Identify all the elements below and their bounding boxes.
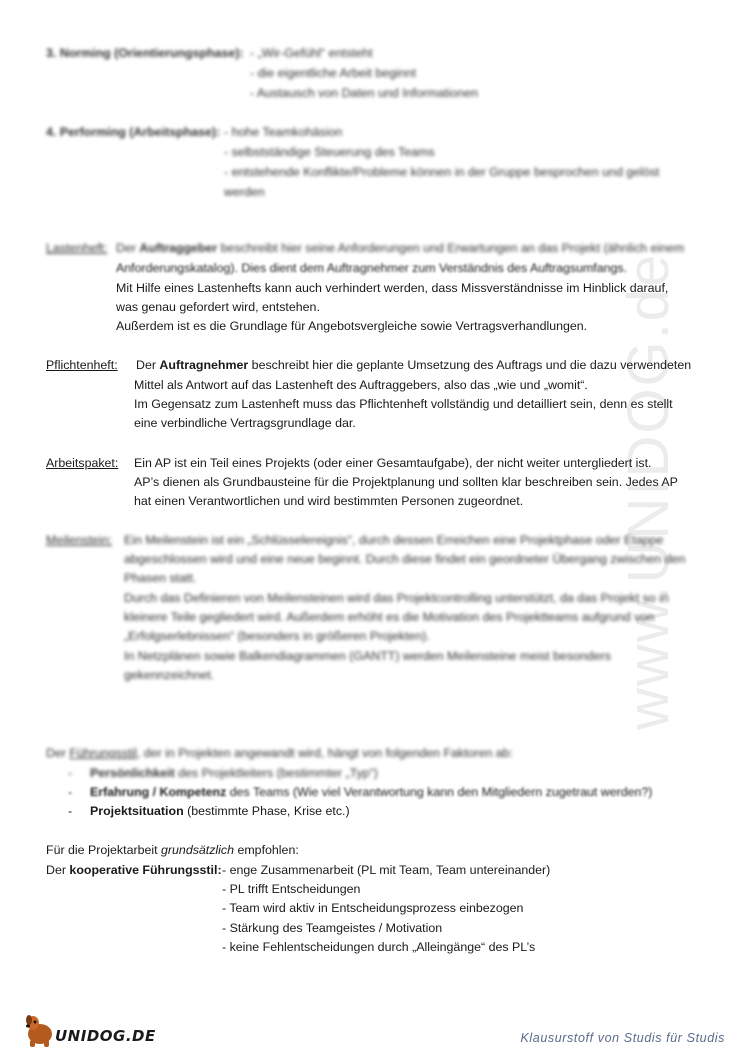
norming-item: - „Wir-Gefühl“ entsteht	[250, 46, 373, 60]
performing-item: - selbstständige Steuerung des Teams	[224, 145, 435, 159]
factor-item: Persönlichkeit des Projektleiters (bestimmter „Typ“)	[90, 766, 378, 780]
arbeitspaket-line: Ein AP ist ein Teil eines Projekts (oder einer Gesamtaufgabe), der nicht weiter untergliedert ist.	[134, 456, 652, 470]
arbeitspaket-term: Arbeitspaket:	[46, 456, 119, 470]
meilenstein-line: Durch das Definieren von Meilensteinen wird das Projektcontrolling unterstützt, da das Projekt so in	[124, 591, 669, 605]
factor-dash: -	[68, 804, 73, 818]
lastenheft-line: Außerdem ist es die Grundlage für Angebotsvergleiche sowie Vertragsverhandlungen.	[116, 319, 588, 333]
meilenstein-line: kleinere Teile gegliedert wird. Außerdem erhöht es die Motivation des Projektteams aufgrund von	[124, 610, 655, 624]
lastenheft-line: Der Auftraggeber beschreibt hier seine Anforderungen und Erwartungen an das Projekt (ähnlich einem	[116, 241, 685, 255]
lastenheft-line: was genau gefordert wird, entstehen.	[116, 300, 320, 314]
arbeitspaket-line: AP’s dienen als Grundbausteine für die Projektplanung und sollten klar beschreiben sein. Jedes AP	[134, 475, 678, 489]
performing-label: 4. Performing (Arbeitsphase):	[46, 125, 221, 139]
lastenheft-line: Anforderungskatalog). Dies dient dem Auftragnehmer zum Verständnis des Auftragsumfangs.	[116, 261, 628, 275]
performing-item: werden	[224, 185, 265, 199]
kooperativ-item: - PL trifft Entscheidungen	[222, 882, 361, 896]
lastenheft-term: Lastenheft:	[46, 241, 108, 255]
norming-label: 3. Norming (Orientierungsphase):	[46, 46, 244, 60]
factor-item: Erfahrung / Kompetenz des Teams (Wie viel Verantwortung kann den Mitgliedern zugetraut werden?)	[90, 785, 653, 799]
kooperativ-item: - keine Fehlentscheidungen durch „Alleingänge“ des PL’s	[222, 940, 536, 954]
factor-dash: -	[68, 766, 73, 780]
unidog-logo	[22, 1010, 162, 1050]
factor-dash: -	[68, 785, 73, 799]
watermark: www.UNIDOG.de	[616, 252, 681, 730]
meilenstein-line: In Netzplänen sowie Balkendiagrammen (GANTT) werden Meilensteine meist besonders	[124, 649, 611, 663]
factor-item: Projektsituation (bestimmte Phase, Krise etc.)	[90, 804, 350, 818]
norming-item: - Austausch von Daten und Informationen	[250, 86, 478, 100]
arbeitspaket-line: hat einen Verantwortlichen und wird bestimmten Personen zugeordnet.	[134, 494, 524, 508]
kooperativ-item: - Stärkung des Teamgeistes / Motivation	[222, 921, 443, 935]
meilenstein-line: Ein Meilenstein ist ein „Schlüsselereignis“, durch dessen Erreichen eine Projektphase oder Etappe	[124, 533, 664, 547]
kooperativ-item: - enge Zusammenarbeit (PL mit Team, Team untereinander)	[222, 863, 551, 877]
pflichtenheft-line: eine verbindliche Vertragsgrundlage dar.	[134, 416, 356, 430]
pflichtenheft-line: Mittel als Antwort auf das Lastenheft des Auftraggebers, also das „wie und „womit“.	[134, 378, 588, 392]
fuehrung-intro: Der Führungsstil, der in Projekten angewandt wird, hängt von folgenden Faktoren ab:	[46, 746, 514, 760]
performing-item: - entstehende Konflikte/Probleme können in der Gruppe besprochen und gelöst	[224, 165, 660, 179]
lastenheft-line: Mit Hilfe eines Lastenhefts kann auch verhindert werden, dass Missverständnisse im Hinblick darauf,	[116, 281, 669, 295]
meilenstein-line: „Erfolgserlebnissen“ (besonders in größeren Projekten).	[124, 629, 430, 643]
meilenstein-line: gekennzeichnet.	[124, 668, 215, 682]
kooperativ-label: Der kooperative Führungsstil:	[46, 863, 222, 877]
meilenstein-line: abgeschlossen wird und eine neue beginnt. Durch diese findet ein geordneter Übergang zwischen den	[124, 552, 686, 566]
meilenstein-line: Phasen statt.	[124, 571, 197, 585]
pflichtenheft-line: Im Gegensatz zum Lastenheft muss das Pflichtenheft vollständig und detailliert sein, denn es stellt	[134, 397, 673, 411]
meilenstein-term: Meilenstein:	[46, 533, 113, 547]
kooperativ-item: - Team wird aktiv in Entscheidungsprozess einbezogen	[222, 901, 524, 915]
recommendation: Für die Projektarbeit grundsätzlich empfohlen:	[46, 843, 299, 857]
norming-item: - die eigentliche Arbeit beginnt	[250, 66, 417, 80]
pflichtenheft-line: Der Auftragnehmer beschreibt hier die geplante Umsetzung des Auftrags und die dazu verwendeten	[136, 358, 692, 372]
footer-tagline: Klausurstoff von Studis für Studis	[520, 1031, 725, 1045]
logo-text: UNIDOG.DE	[55, 1027, 156, 1045]
performing-item: - hohe Teamkohäsion	[224, 125, 343, 139]
pflichtenheft-term: Pflichtenheft:	[46, 358, 118, 372]
